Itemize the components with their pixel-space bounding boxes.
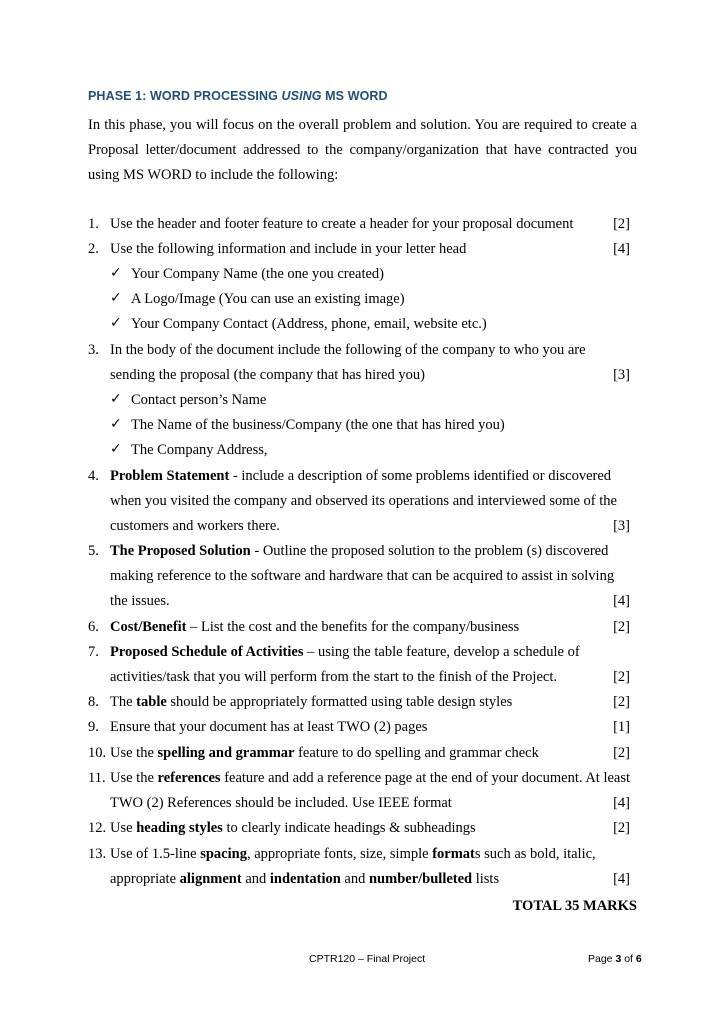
item-mark: [2] (613, 619, 630, 635)
sub-item: Your Company Name (the one you created) (131, 266, 385, 282)
item-number: 9. (88, 719, 99, 735)
item-mark: [3] (613, 367, 630, 383)
item-number: 13. (88, 846, 107, 862)
item-mark: [1] (613, 719, 630, 735)
item-number: 10. (88, 745, 107, 761)
item-text: The Proposed Solution - Outline the proposed solution to the problem (s) discovered (110, 543, 609, 559)
check-icon: ✓ (110, 416, 122, 432)
item-mark: [4] (613, 593, 630, 609)
check-icon: ✓ (110, 441, 122, 457)
item-text: when you visited the company and observed its operations and interviewed some of the (110, 493, 617, 509)
sub-item: The Company Address, (131, 442, 268, 458)
item-text: Use heading styles to clearly indicate headings & subheadings (110, 820, 476, 836)
item-mark: [4] (613, 241, 630, 257)
item-number: 4. (88, 468, 99, 484)
item-text: Proposed Schedule of Activities – using the table feature, develop a schedule of (110, 644, 580, 660)
item-text: customers and workers there. (110, 518, 280, 534)
sub-item: Contact person’s Name (131, 392, 267, 408)
item-text: TWO (2) References should be included. Use IEEE format (110, 795, 452, 811)
item-number: 12. (88, 820, 107, 836)
footer-course: CPTR120 – Final Project (309, 953, 426, 965)
item-text: Use the header and footer feature to create a header for your proposal document (110, 216, 574, 232)
item-text: Use of 1.5-line spacing, appropriate fonts, size, simple formats such as bold, italic, (110, 846, 596, 862)
item-text: Ensure that your document has at least TWO (2) pages (110, 719, 428, 735)
item-text: The table should be appropriately formatted using table design styles (110, 694, 513, 710)
item-mark: [2] (613, 745, 630, 761)
check-icon: ✓ (110, 315, 122, 331)
phase-heading: PHASE 1: WORD PROCESSING USING MS WORD (88, 89, 388, 103)
item-number: 3. (88, 342, 99, 358)
item-mark: [4] (613, 795, 630, 811)
item-number: 11. (88, 770, 106, 786)
sub-item: Your Company Contact (Address, phone, email, website etc.) (131, 316, 487, 332)
item-number: 6. (88, 619, 99, 635)
item-text: Cost/Benefit – List the cost and the benefits for the company/business (110, 619, 520, 635)
item-text: appropriate alignment and indentation and number/bulleted lists (110, 871, 500, 887)
item-text: activities/task that you will perform from the start to the finish of the Project. (110, 669, 557, 685)
check-icon: ✓ (110, 290, 122, 306)
item-text: making reference to the software and hardware that can be acquired to assist in solving (110, 568, 615, 584)
item-mark: [2] (613, 669, 630, 685)
total-marks: TOTAL 35 MARKS (512, 898, 637, 914)
check-icon: ✓ (110, 265, 122, 281)
item-text: Use the following information and include in your letter head (110, 241, 467, 257)
item-mark: [4] (613, 871, 630, 887)
item-number: 1. (88, 216, 99, 232)
sub-item: A Logo/Image (You can use an existing image) (131, 291, 405, 307)
item-mark: [2] (613, 694, 630, 710)
item-number: 8. (88, 694, 99, 710)
item-text: Use the references feature and add a reference page at the end of your document. At least (110, 770, 631, 786)
item-text: sending the proposal (the company that has hired you) (110, 367, 425, 383)
sub-item: The Name of the business/Company (the one that has hired you) (131, 417, 505, 433)
item-number: 2. (88, 241, 99, 257)
item-text: the issues. (110, 593, 170, 609)
intro-paragraph: In this phase, you will focus on the overall problem and solution. You are required to create a Proposal letter/document addressed to the company/organization that have contracted you using MS WORD to include the following: (88, 117, 637, 183)
check-icon: ✓ (110, 391, 122, 407)
item-mark: [3] (613, 518, 630, 534)
item-number: 7. (88, 644, 99, 660)
item-mark: [2] (613, 216, 630, 232)
item-text: Problem Statement - include a description of some problems identified or discovered (110, 468, 612, 484)
item-number: 5. (88, 543, 99, 559)
item-text: In the body of the document include the following of the company to who you are (110, 342, 586, 358)
footer-page-number: Page 3 of 6 (588, 953, 642, 965)
item-mark: [2] (613, 820, 630, 836)
item-text: Use the spelling and grammar feature to do spelling and grammar check (110, 745, 539, 761)
